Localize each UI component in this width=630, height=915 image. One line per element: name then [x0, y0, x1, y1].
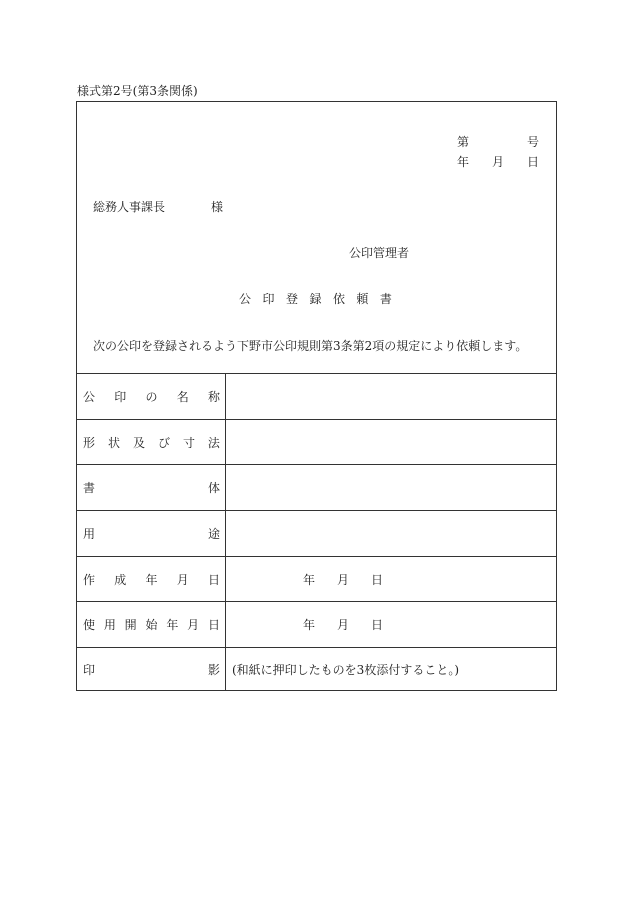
- label-char: 称: [207, 390, 220, 404]
- label-char: 影: [207, 663, 220, 677]
- label-char: 成: [114, 572, 127, 587]
- label-char: 用: [103, 618, 116, 632]
- label-char: 年: [145, 572, 158, 587]
- title-char: 公: [239, 292, 252, 306]
- date-month: 月: [491, 155, 504, 169]
- label-char: 開: [124, 618, 137, 632]
- title-char: 印: [262, 292, 275, 306]
- document-title: [239, 290, 392, 307]
- label-char: の: [145, 390, 158, 404]
- label-char: 寸: [182, 435, 195, 450]
- label-char: 形: [83, 435, 96, 450]
- row-label: [83, 374, 220, 419]
- label-char: び: [157, 435, 170, 450]
- label-char: 作: [83, 572, 96, 587]
- title-char: 依: [332, 292, 345, 306]
- label-char: 状: [107, 435, 120, 450]
- month-label: 月: [336, 572, 349, 587]
- table-row-start-date: [77, 601, 556, 647]
- table-row-purpose: [77, 510, 556, 556]
- day-label: 日: [370, 572, 383, 587]
- addressee-title: 総務人事課長: [93, 200, 166, 214]
- request-form: [76, 101, 557, 691]
- date-year: 年: [457, 155, 470, 169]
- table-row-typeface: [77, 464, 556, 510]
- sender: 公印管理者: [349, 246, 410, 260]
- table-row-seal-name: [77, 373, 556, 419]
- label-char: 印: [114, 390, 127, 404]
- month-label: 月: [336, 618, 349, 632]
- title-char: 登: [285, 292, 298, 306]
- label-char: 体: [207, 481, 220, 495]
- table-row-creation-date: [77, 556, 556, 601]
- row-label: [83, 602, 220, 647]
- row-label: [83, 511, 220, 556]
- table-row-shape-size: [77, 419, 556, 464]
- date-day: 日: [526, 155, 539, 169]
- row-label: [83, 420, 220, 464]
- document-date: [457, 153, 539, 170]
- start-date-field[interactable]: [303, 602, 383, 647]
- title-char: 録: [309, 292, 322, 306]
- label-char: 月: [187, 618, 200, 632]
- addressee-honorific: 様: [211, 200, 224, 214]
- form-number: 様式第2号(第3条関係): [77, 84, 198, 98]
- label-char: 使: [83, 618, 96, 632]
- label-char: 年: [166, 618, 179, 632]
- row-label: [83, 465, 220, 510]
- row-label: [83, 648, 220, 691]
- label-char: 法: [207, 435, 220, 450]
- label-char: 始: [145, 618, 158, 632]
- table-row-seal-impression: [77, 647, 556, 691]
- number-suffix: 号: [526, 135, 539, 149]
- creation-date-field[interactable]: [303, 557, 383, 601]
- label-char: 公: [83, 390, 96, 404]
- document-number: [457, 133, 539, 150]
- label-char: 印: [83, 663, 96, 677]
- label-char: 用: [83, 527, 96, 541]
- label-char: 名: [176, 390, 189, 404]
- label-char: 書: [83, 481, 96, 495]
- year-label: 年: [303, 572, 316, 587]
- label-char: 月: [176, 572, 189, 587]
- label-char: 日: [207, 618, 220, 632]
- body-text: 次の公印を登録されるよう下野市公印規則第3条第2項の規定により依頼します。: [93, 339, 528, 353]
- title-char: 頼: [356, 292, 369, 306]
- seal-impression-note: (和紙に押印したものを3枚添付すること。): [232, 663, 459, 677]
- label-char: 及: [132, 435, 145, 450]
- label-char: 日: [207, 572, 220, 587]
- row-label: [83, 557, 220, 601]
- title-char: 書: [379, 292, 392, 306]
- day-label: 日: [370, 618, 383, 632]
- label-char: 途: [207, 527, 220, 541]
- year-label: 年: [303, 618, 316, 632]
- number-prefix: 第: [457, 135, 470, 149]
